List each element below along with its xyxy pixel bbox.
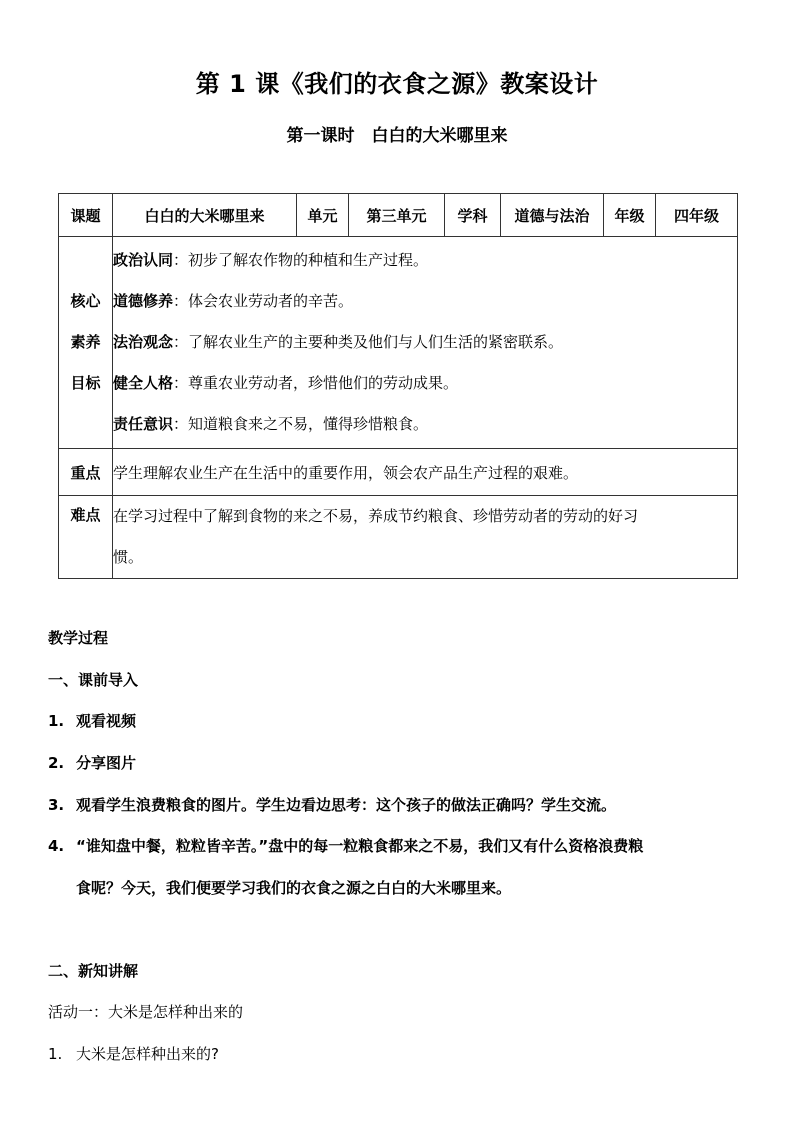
key-point-row [59, 449, 738, 496]
grade-value: 四年级 [656, 194, 738, 237]
step-item [48, 835, 643, 856]
topic-label: 课题 [59, 194, 113, 237]
core-label-line: 素养 [70, 333, 101, 351]
topic-value: 白白的大米哪里来 [113, 194, 297, 237]
sub-item [48, 1043, 219, 1064]
difficulty-line: 惯。 [113, 548, 144, 566]
difficulty-line: 在学习过程中了解到食物的来之不易，养成节约粮食、珍惜劳动者的劳动的好习 [113, 507, 639, 525]
grade-label: 年级 [604, 194, 656, 237]
subject-value: 道德与法治 [501, 194, 604, 237]
core-item [113, 322, 737, 363]
core-item [113, 281, 737, 322]
core-item-key: 道德修养 [113, 292, 174, 310]
core-literacy-label [59, 237, 113, 449]
core-item-text: ：初步了解农作物的种植和生产过程。 [173, 251, 429, 269]
unit-value: 第三单元 [349, 194, 445, 237]
lesson-info-table [58, 193, 738, 579]
core-item-text: ：体会农业劳动者的辛苦。 [173, 292, 354, 310]
page-subtitle: 第一课时 白白的大米哪里来 [286, 126, 508, 146]
unit-label: 单元 [297, 194, 349, 237]
activity-1-heading: 活动一：大米是怎样种出来的 [48, 1003, 244, 1021]
core-label-line: 核心 [70, 292, 101, 310]
step-text: 观看视频 [76, 712, 137, 730]
key-point-label: 重点 [59, 449, 113, 496]
step-item [48, 794, 616, 815]
step-text: “谁知盘中餐，粒粒皆辛苦。”盘中的每一粒粮食都来之不易，我们又有什么资格浪费粮 [76, 837, 644, 855]
step-number: 3. [48, 796, 65, 814]
sub-item-text: 大米是怎样种出来的? [76, 1045, 219, 1063]
step-item [48, 752, 136, 773]
difficulty-content [113, 496, 738, 579]
core-label-line: 目标 [70, 374, 101, 392]
page-title: 第 1 课《我们的衣食之源》教案设计 [195, 70, 599, 98]
step-continuation: 食呢？今天，我们便要学习我们的衣食之源之白白的大米哪里来。 [76, 879, 512, 897]
core-literacy-row [59, 237, 738, 449]
process-heading: 教学过程 [48, 629, 109, 647]
subject-label: 学科 [445, 194, 501, 237]
step-number: 1. [48, 712, 65, 730]
core-item-key: 政治认同 [113, 251, 174, 269]
header-row [59, 194, 738, 237]
core-literacy-content [113, 237, 738, 449]
section-1-heading: 一、课前导入 [48, 671, 139, 689]
core-item-text: ：了解农业生产的主要种类及他们与人们生活的紧密联系。 [173, 333, 564, 351]
step-text: 观看学生浪费粮食的图片。学生边看边思考：这个孩子的做法正确吗？学生交流。 [76, 796, 617, 814]
key-point-text: 学生理解农业生产在生活中的重要作用，领会农产品生产过程的艰难。 [113, 449, 738, 496]
core-item [113, 363, 737, 404]
difficulty-label: 难点 [59, 496, 113, 579]
core-item-key: 责任意识 [113, 415, 174, 433]
core-item-text: ：尊重农业劳动者，珍惜他们的劳动成果。 [173, 374, 459, 392]
step-item [48, 710, 136, 731]
core-item-key: 健全人格 [113, 374, 174, 392]
step-number: 4. [48, 837, 65, 855]
step-number: 2. [48, 754, 65, 772]
core-item [113, 240, 737, 281]
sub-item-number: 1. [48, 1045, 63, 1063]
step-text: 分享图片 [76, 754, 137, 772]
section-2-heading: 二、新知讲解 [48, 962, 139, 980]
difficulty-row [59, 496, 738, 579]
core-item-text: ：知道粮食来之不易，懂得珍惜粮食。 [173, 415, 429, 433]
core-item [113, 404, 737, 445]
core-item-key: 法治观念 [113, 333, 174, 351]
